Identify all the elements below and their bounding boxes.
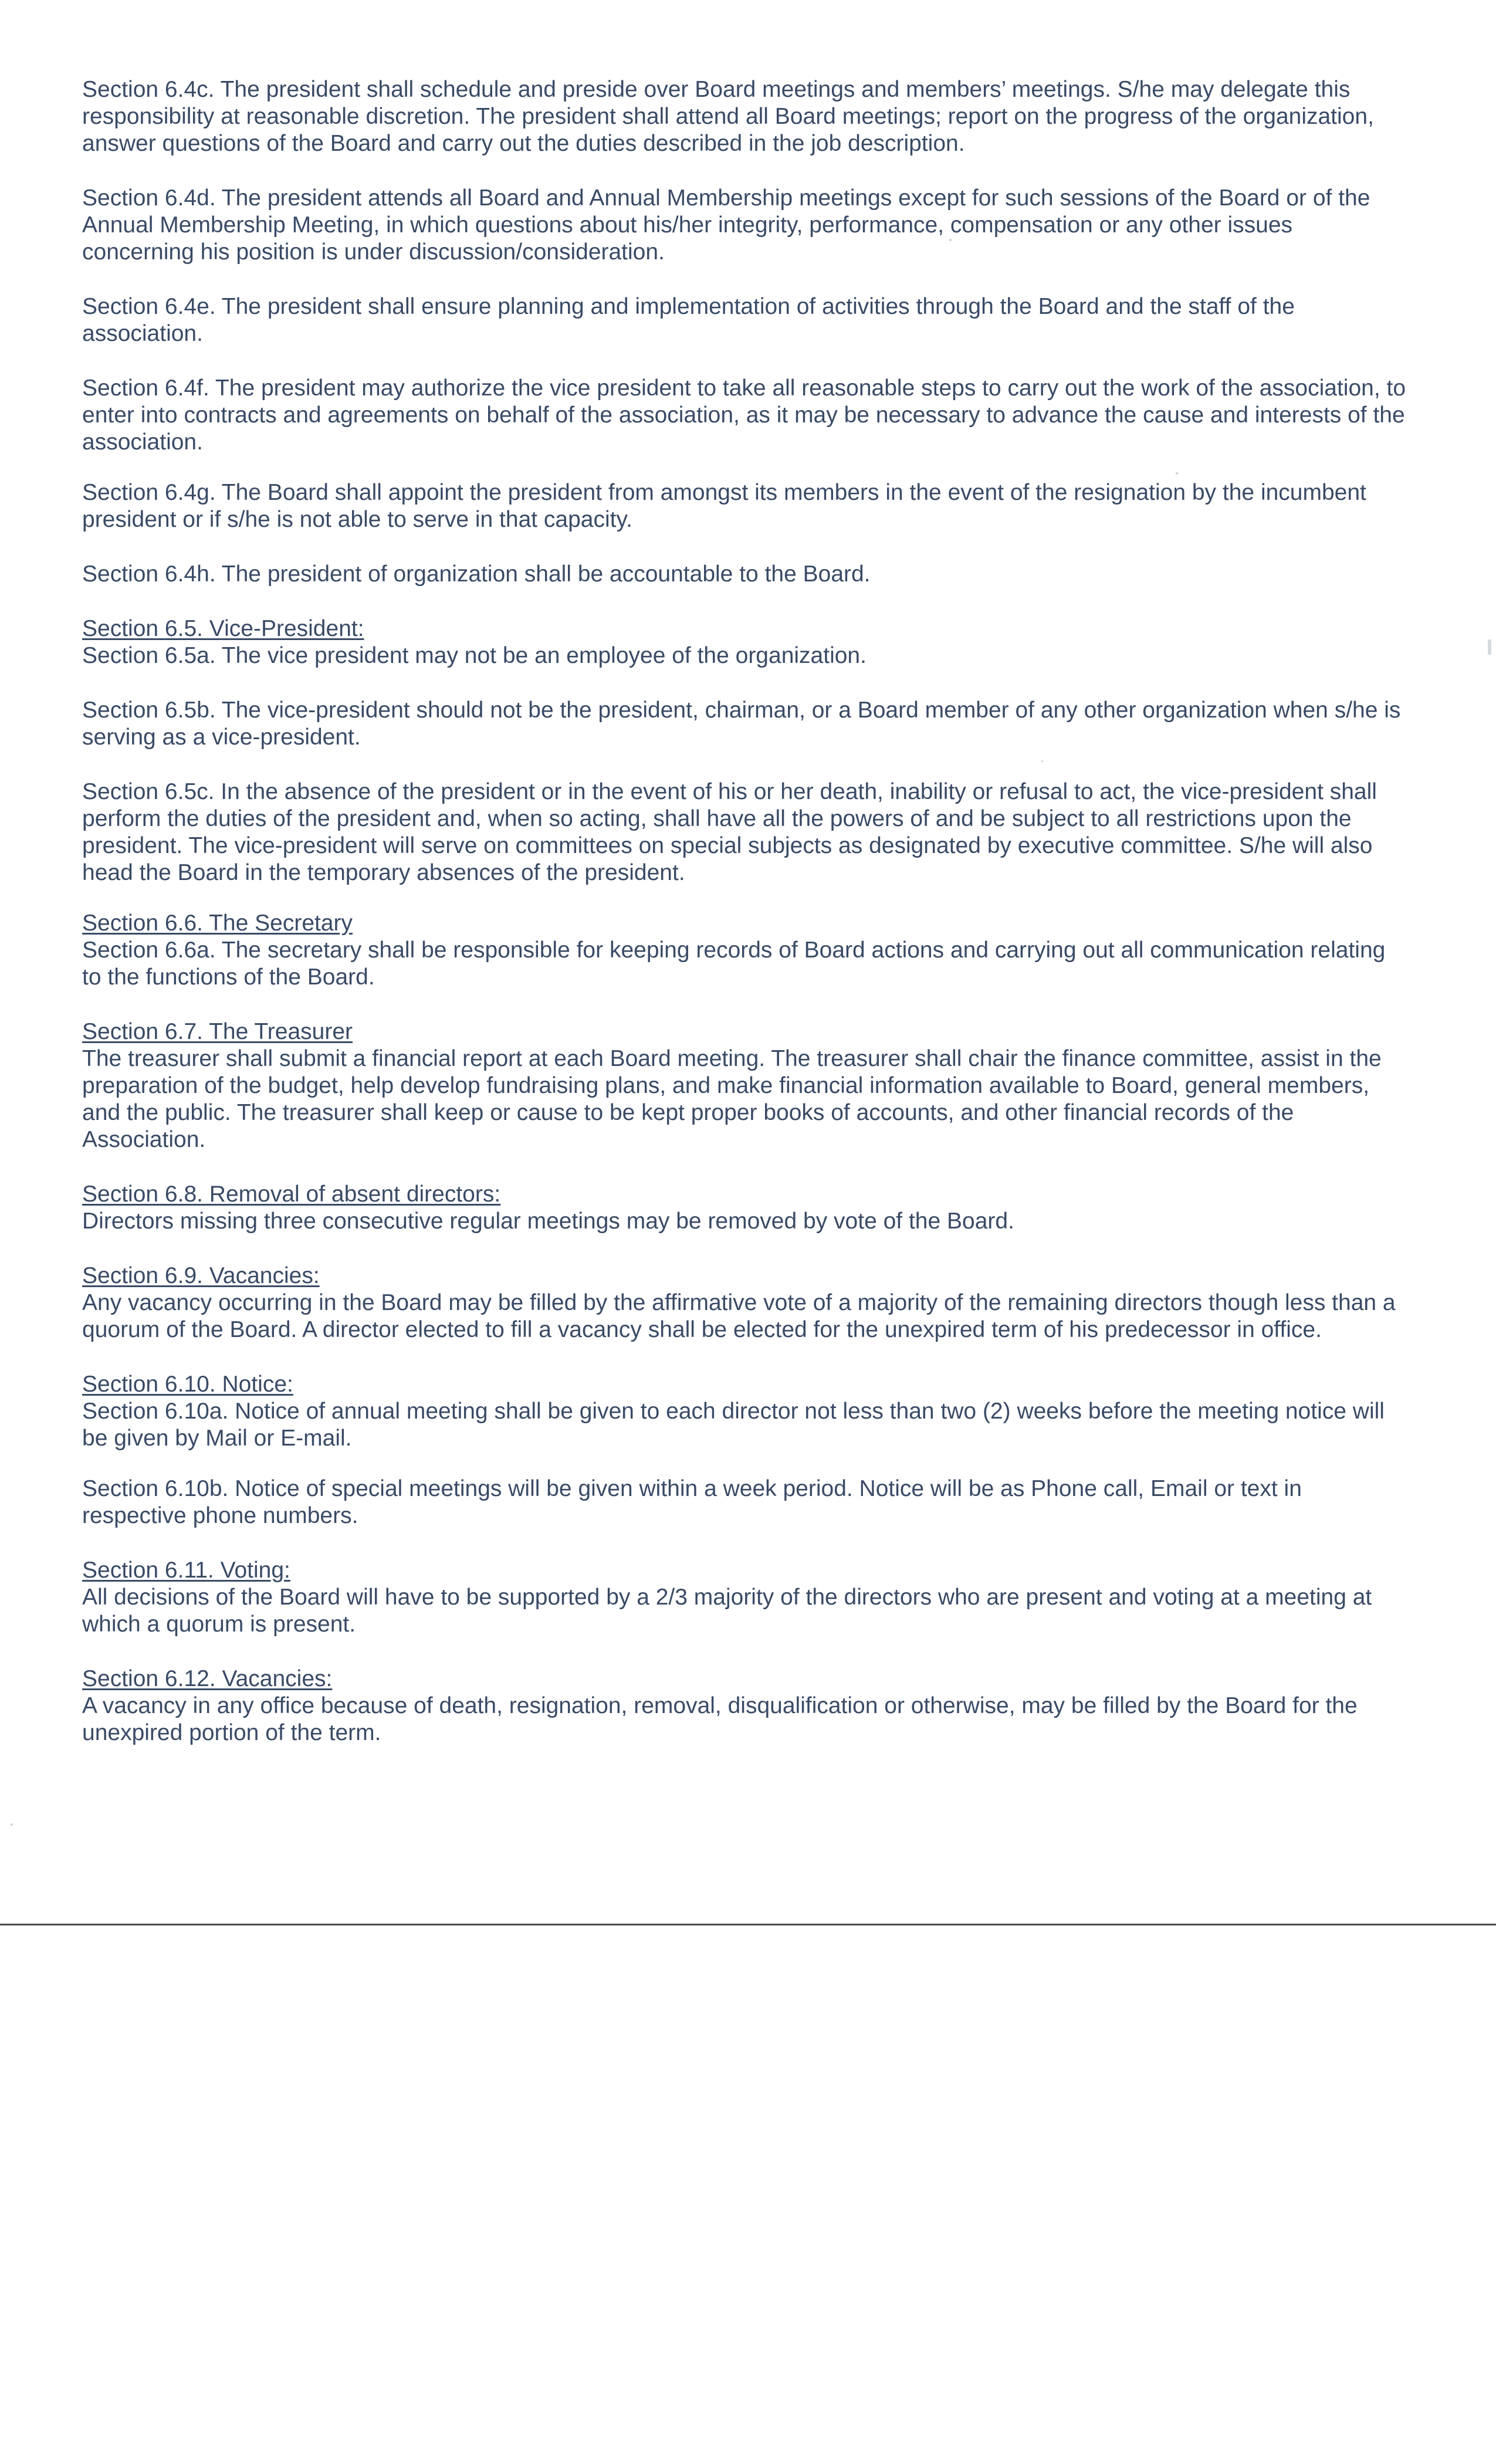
section-6-5c <box>82 779 1408 886</box>
scan-speck <box>1041 760 1043 762</box>
section-heading: Section 6.8. Removal of absent directors: <box>82 1182 501 1207</box>
section-6-5 <box>82 615 1408 669</box>
paragraph: All decisions of the Board will have to be supported by a 2/3 majority of the directors who are present and voting at a meeting at which a quorum is present. <box>82 1585 1372 1637</box>
section-6-12 <box>82 1666 1408 1747</box>
section-heading: Section 6.5. Vice-President: <box>82 616 364 641</box>
paragraph: The treasurer shall submit a financial report at each Board meeting. The treasurer shall chair the finance committee, assist in the preparation of the budget, help develop fundraising plans, and make financial information available to Board, general members, and the public. The treasurer shall keep or cause to be kept proper books of accounts, and other financial records of the Association. <box>82 1046 1382 1152</box>
paragraph: Any vacancy occurring in the Board may be filled by the affirmative vote of a majority of the remaining directors though less than a quorum of the Board. A director elected to fill a vacancy shall be elected for the unexpired term of his predecessor in office. <box>82 1290 1396 1342</box>
section-6-4g <box>82 479 1408 533</box>
paragraph: Section 6.4d. The president attends all Board and Annual Membership meetings except for such sessions of the Board or of the Annual Membership Meeting, in which questions about his/her integrity, performance, compensation or any other issues concerning his position is under discussion/consideration. <box>82 185 1370 265</box>
paragraph: Section 6.10b. Notice of special meetings will be given within a week period. Notice will be as Phone call, Email or text in respective phone numbers. <box>82 1476 1302 1528</box>
section-6-4f <box>82 375 1408 456</box>
paragraph: Section 6.4f. The president may authorize the vice president to take all reasonable steps to carry out the work of the association, to enter into contracts and agreements on behalf of the association, as it may be necessary to advance the cause and interests of the association. <box>82 375 1406 455</box>
paragraph: Section 6.5c. In the absence of the president or in the event of his or her death, inability or refusal to act, the vice-president shall perform the duties of the president and, when so acting, shall have all the powers of and be subject to all restrictions upon the president. The vice-president will serve on committees on special subjects as designated by executive committee. S/he will also head the Board in the temporary absences of the president. <box>82 779 1377 885</box>
bylaws-text <box>82 76 1408 1774</box>
scan-speck <box>949 239 952 241</box>
scan-speck <box>11 1823 13 1826</box>
paragraph: Section 6.5a. The vice president may not be an employee of the organization. <box>82 643 867 668</box>
section-6-9 <box>82 1263 1408 1343</box>
section-6-4h <box>82 561 1408 588</box>
paragraph: A vacancy in any office because of death, resignation, removal, disqualification or otherwise, may be filled by the Board for the unexpired portion of the term. <box>82 1693 1358 1745</box>
paragraph: Section 6.4c. The president shall schedule and preside over Board meetings and members’ meetings. S/he may delegate this responsibility at reasonable discretion. The president shall attend all Board meetings; report on the progress of the organization, answer questions of the Board and carry out the duties described in the job description. <box>82 77 1374 156</box>
bottom-divider-line <box>0 1924 1496 1925</box>
section-6-6 <box>82 910 1408 991</box>
section-heading: Section 6.7. The Treasurer <box>82 1019 353 1044</box>
paragraph: Section 6.10a. Notice of annual meeting shall be given to each director not less than two (2) weeks before the meeting notice will be given by Mail or E-mail. <box>82 1399 1385 1451</box>
paragraph: Section 6.5b. The vice-president should not be the president, chairman, or a Board member of any other organization when s/he is serving as a vice-president. <box>82 698 1401 750</box>
section-heading: Section 6.6. The Secretary <box>82 911 353 936</box>
section-6-10 <box>82 1371 1408 1452</box>
scan-speck <box>1176 472 1178 475</box>
paragraph: Section 6.4h. The president of organization shall be accountable to the Board. <box>82 561 871 587</box>
section-6-4d <box>82 185 1408 266</box>
section-heading: Section 6.12. Vacancies: <box>82 1666 333 1691</box>
section-6-8 <box>82 1181 1408 1235</box>
section-6-4c <box>82 76 1408 157</box>
section-6-11 <box>82 1557 1408 1638</box>
section-6-5b <box>82 697 1408 751</box>
section-heading: Section 6.10. Notice: <box>82 1372 293 1397</box>
paragraph: Directors missing three consecutive regular meetings may be removed by vote of the Board. <box>82 1209 1014 1234</box>
section-heading: Section 6.9. Vacancies: <box>82 1263 320 1288</box>
scan-edge-mark <box>1488 639 1491 655</box>
section-6-4e <box>82 293 1408 347</box>
paragraph: Section 6.4e. The president shall ensure planning and implementation of activities through the Board and the staff of the association. <box>82 294 1295 346</box>
paragraph: Section 6.6a. The secretary shall be responsible for keeping records of Board actions and carrying out all communication relating to the functions of the Board. <box>82 937 1386 990</box>
section-6-7 <box>82 1018 1408 1153</box>
section-heading: Section 6.11. Voting: <box>82 1558 290 1583</box>
section-6-10b <box>82 1475 1408 1529</box>
paragraph: Section 6.4g. The Board shall appoint the president from amongst its members in the event of the resignation by the incumbent president or if s/he is not able to serve in that capacity. <box>82 480 1366 532</box>
